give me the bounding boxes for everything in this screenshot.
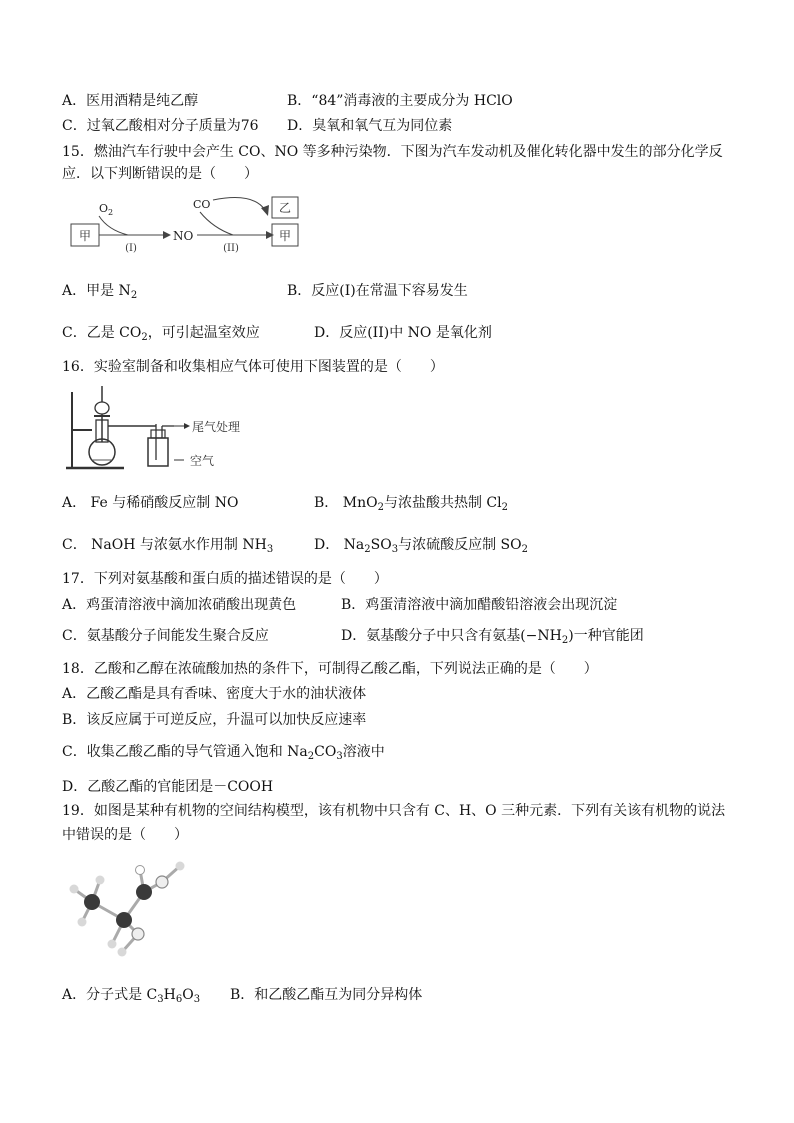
gas-apparatus-diagram	[66, 380, 256, 472]
q19-stem-line1: 19．如图是某种有机物的空间结构模型，该有机物中只含有 C、H、O 三种元素．下列有关该有机物的说法	[62, 803, 726, 819]
exhaust-arrow-head	[184, 423, 190, 429]
q15-option-c: C．乙是 $CO_2$，可引起温室效应	[62, 325, 260, 343]
collecting-bottle	[148, 438, 168, 466]
o2-label: $O_2$	[99, 202, 114, 217]
q17-option-d: D．氨基酸分子中只含有氨基$(-NH_2)$一种官能团	[341, 628, 644, 646]
q15-option-b: B．反应(I)在常温下容易发生	[287, 283, 468, 299]
oxygen-atom-3	[136, 866, 145, 875]
q15-stem-line1: 15．燃油汽车行驶中会产生 CO、NO 等多种污染物．下图为汽车发动机及催化转化器中发生的部分化学反	[62, 144, 723, 160]
q16-stem: 16．实验室制备和收集相应气体可使用下图装置的是（ ）	[62, 359, 444, 375]
arrow-step1-head	[163, 231, 171, 239]
arrow-step2-head	[266, 231, 274, 239]
q14-option-b: B．“84”消毒液的主要成分为 HClO	[287, 93, 513, 109]
bottle-stopper	[151, 430, 165, 438]
hydrogen-atom-4	[108, 940, 117, 949]
q16-option-d: D． $Na_2SO_3$与浓硫酸反应制 $SO_2$	[314, 537, 529, 555]
box-jia-right-label: 甲	[278, 229, 292, 243]
q18-option-a: A．乙酸乙酯是具有香味、密度大于水的油状液体	[62, 686, 367, 702]
carbon-atom-2	[116, 912, 132, 928]
hydrogen-atom-2	[96, 876, 105, 885]
carbon-atom-3	[136, 884, 152, 900]
no-label: NO	[173, 229, 194, 243]
carbon-atom-1	[84, 894, 100, 910]
co-curve	[200, 212, 233, 235]
q15-stem-line2: 应．以下判断错误的是（ ）	[62, 166, 258, 182]
step1-label: (I)	[125, 243, 137, 254]
molecule-ball-stick-model	[62, 852, 192, 962]
o2-curve	[99, 216, 128, 235]
tail-gas-label: 尾气处理	[192, 420, 241, 434]
q18-option-b: B．该反应属于可逆反应，升温可以加快反应速率	[62, 712, 367, 728]
q16-option-a: A． Fe 与稀硝酸反应制 NO	[62, 495, 239, 511]
q18-stem: 18．乙酸和乙醇在浓硫酸加热的条件下，可制得乙酸乙酯，下列说法正确的是（ ）	[62, 661, 598, 677]
q19-option-a: A．分子式是 $C_3H_6O_3$	[62, 987, 201, 1005]
q18-option-d: D．乙酸乙酯的官能团是－COOH	[62, 779, 274, 795]
q19-stem-line2: 中错误的是（ ）	[62, 827, 188, 843]
oxygen-atom-2	[132, 928, 144, 940]
co-label: CO	[193, 198, 211, 211]
q15-option-a: A．甲是 $N_2$	[62, 283, 138, 301]
oxygen-atom-1	[156, 876, 168, 888]
q14-option-a: A．医用酒精是纯乙醇	[62, 93, 199, 109]
hydrogen-atom-3	[78, 918, 87, 927]
air-label: 空气	[190, 454, 215, 468]
q16-option-c: C． NaOH 与浓氨水作用制 $NH_3$	[62, 537, 274, 555]
funnel-bulb	[95, 402, 109, 414]
q18-option-c: C．收集乙酸乙酯的导气管通入饱和 $Na_2CO_3$溶液中	[62, 744, 385, 762]
flask-body	[89, 439, 115, 465]
hydrogen-atom-5	[118, 948, 127, 957]
q14-option-d: D．臭氧和氧气互为同位素	[287, 118, 453, 134]
yi-curve	[213, 198, 265, 210]
box-jia-left-label: 甲	[78, 229, 92, 243]
q14-option-c: C．过氧乙酸相对分子质量为76	[62, 118, 259, 134]
q17-option-a: A．鸡蛋清溶液中滴加浓硝酸出现黄色	[62, 597, 297, 613]
box-yi-label: 乙	[278, 201, 292, 215]
hydrogen-atom-6	[176, 862, 185, 871]
q16-option-b: B． MnO$_2$与浓盐酸共热制 $Cl_2$	[314, 495, 508, 513]
q15-option-d: D．反应(II)中 NO 是氧化剂	[314, 325, 492, 341]
q17-option-b: B．鸡蛋清溶液中滴加醋酸铅溶液会出现沉淀	[341, 597, 618, 613]
hydrogen-atom-1	[70, 885, 79, 894]
q17-stem: 17．下列对氨基酸和蛋白质的描述错误的是（ ）	[62, 571, 388, 587]
q19-option-b: B．和乙酸乙酯互为同分异构体	[230, 987, 423, 1003]
q17-option-c: C．氨基酸分子间能发生聚合反应	[62, 628, 269, 644]
reaction-diagram	[68, 190, 308, 258]
step2-label: (II)	[223, 243, 239, 254]
